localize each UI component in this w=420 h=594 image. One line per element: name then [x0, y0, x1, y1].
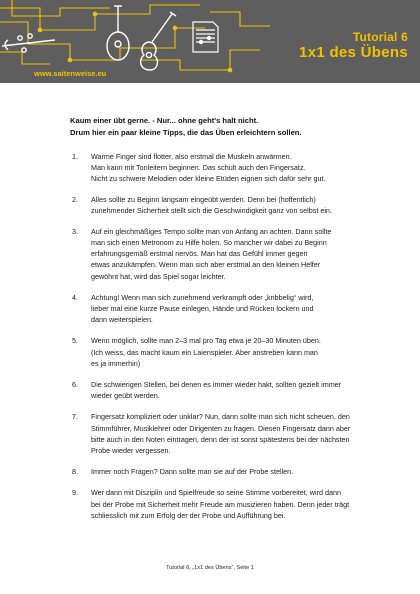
- list-item: [72, 335, 392, 369]
- item-number: 7.: [72, 412, 78, 422]
- item-text: Fingersatz kompliziert oder unklar? Nun, dann sollte man sich nicht scheuen, den Stimmführer, Musiklehrer oder Dirigenten zu fragen. Diesen Fingersatz dann aber bitte auch in den Noten eintragen, denn der ist sonst spätestens bei der nächsten Probe wieder vergessen.: [91, 412, 351, 456]
- item-number: 5.: [72, 336, 78, 346]
- list-item: [72, 379, 392, 401]
- list-item: [72, 226, 392, 282]
- item-number: 8.: [72, 467, 78, 477]
- item-text: Achtung! Wenn man sich zunehmend verkrampft oder „kribbelig“ wird, lieber mal eine kurze Pause einlegen, Hände und Rücken lockern und dann weiterspielen.: [91, 292, 314, 325]
- item-text: Alles sollte zu Beginn langsam eingeübt werden. Denn bei (hoffentlich) zunehmender Sicherheit stellt sich die Geschwindigkeit ganz von selbst ein.: [91, 194, 332, 215]
- item-text: Wer dann mit Disziplin und Spielfreude so seine Stimme vorbereitet, wird dann bei der Probe mit Sicherheit mehr Freude am musizieren haben. Denn jeder trägt schliesslich mit zum Erfolg der der Probe und Aufführung bei.: [91, 488, 350, 520]
- list-item: [72, 151, 392, 185]
- item-number: 2.: [72, 194, 78, 204]
- sheet-music-icon: [193, 22, 218, 52]
- item-text: Warme Finger sind flotter, also erstmal die Muskeln anwärmen. Man kann mit Tonleitern beginnen. Das schult auch den Fingersatz. Nicht zu schwere Melodien oder kleine Etüden eignen sich dafür sehr gut.: [91, 152, 326, 184]
- item-number: 3.: [72, 226, 78, 236]
- violin-scroll-icon: [2, 34, 55, 52]
- intro-line-1: Kaum einer übt gerne. - Nur... ohne geht's halt nicht.: [70, 116, 259, 125]
- item-number: 9.: [72, 488, 78, 498]
- intro-text: [70, 115, 390, 138]
- list-item: [72, 194, 392, 216]
- header-banner: [0, 0, 420, 83]
- item-number: 1.: [72, 152, 78, 161]
- item-text: Wenn möglich, sollte man 2–3 mal pro Tag etwa je 20–30 Minuten üben. (Ich weiss, das macht kaum ein Laienspieler. Aber anstreben kann man es ja immerhin): [91, 336, 321, 368]
- tips-list: [72, 151, 392, 521]
- page-footer: Tutorial 6, „1x1 des Übens“, Seite 1: [166, 565, 254, 571]
- list-item: [72, 411, 392, 456]
- item-number: 4.: [72, 292, 78, 302]
- item-number: 6.: [72, 380, 78, 390]
- item-text: Auf ein gleichmäßiges Tempo sollte man von Anfang an achten. Dann sollte man sich einen Metronom zu Hilfe holen. So mancher wir dabei zu Beginn erfahrungsgemäß erstmal nervös. Man hat das Gefühl immer gegen etwas anzukämpfen. Wenn man sich aber erstmal an den kleinen Helfer gewöhnt hat, wird das Spiel sogar leichter.: [91, 226, 332, 281]
- list-item: [72, 487, 392, 521]
- website-link[interactable]: www.saitenweise.eu: [34, 69, 107, 78]
- item-text: Immer noch Fragen? Dann sollte man sie auf der Probe stellen.: [91, 467, 294, 477]
- list-item: [72, 292, 392, 326]
- list-item: [72, 466, 392, 477]
- item-text: Die schwierigen Stellen, bei denen es immer wieder hakt, sollten gezielt immer wieder geübt werden.: [91, 380, 342, 401]
- tutorial-number: Tutorial 6: [352, 30, 408, 44]
- tutorial-title: 1x1 des Übens: [299, 44, 408, 61]
- intro-line-2: Drum hier ein paar kleine Tipps, die das Üben erleichtern sollen.: [70, 127, 302, 137]
- guitar-icon: [141, 12, 176, 70]
